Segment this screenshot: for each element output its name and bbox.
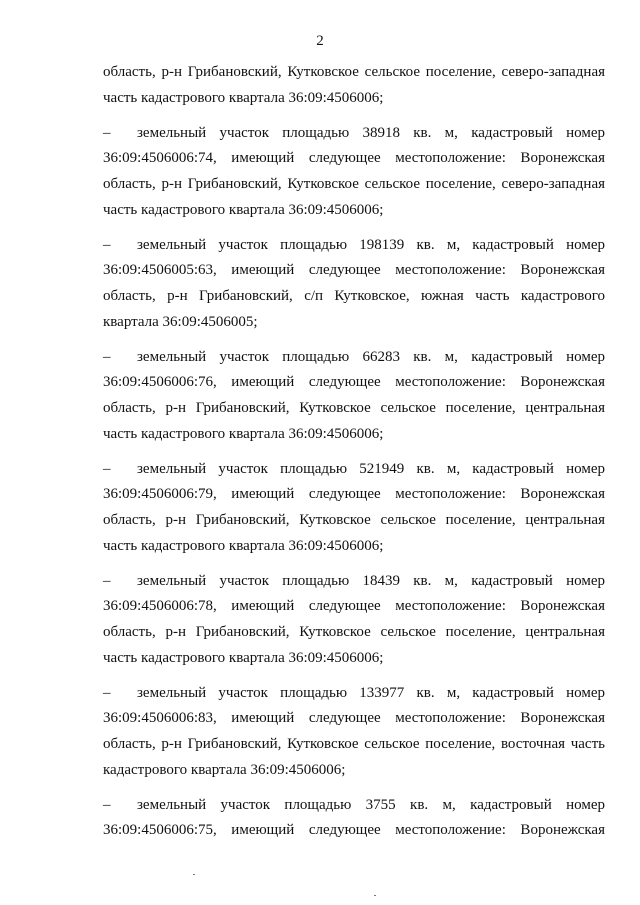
list-dash: – bbox=[103, 572, 111, 589]
line-text: земельный участок площадью 38918 кв. м, кадастровый номер bbox=[137, 124, 605, 141]
line-text: земельный участок площадью 198139 кв. м, кадастровый номер bbox=[137, 236, 605, 253]
scan-speck bbox=[193, 874, 195, 875]
text-line: область, р-н Грибановский, Кутковское сельское поселение, центральная bbox=[103, 512, 605, 528]
text-line: 36:09:4506006:74, имеющий следующее местоположение: Воронежская bbox=[103, 150, 605, 167]
line-text: земельный участок площадью 3755 кв. м, кадастровый номер bbox=[137, 796, 605, 813]
scan-speck bbox=[374, 895, 376, 896]
text-line: 36:09:4506006:76, имеющий следующее местоположение: Воронежская bbox=[103, 374, 605, 391]
paragraph bbox=[103, 569, 605, 672]
text-line: 36:09:4506005:63, имеющий следующее местоположение: Воронежская bbox=[103, 262, 605, 279]
text-line bbox=[103, 793, 605, 819]
list-dash: – bbox=[103, 348, 111, 365]
list-dash: – bbox=[103, 460, 111, 477]
list-dash: – bbox=[103, 236, 111, 253]
text-line: 36:09:4506006:83, имеющий следующее местоположение: Воронежская bbox=[103, 710, 605, 727]
text-line: часть кадастрового квартала 36:09:4506006; bbox=[103, 537, 384, 554]
paragraph bbox=[103, 345, 605, 448]
text-line: 36:09:4506006:75, имеющий следующее местоположение: Воронежская bbox=[103, 822, 605, 839]
line-text: земельный участок площадью 18439 кв. м, кадастровый номер bbox=[137, 572, 605, 589]
text-line: кадастрового квартала 36:09:4506006; bbox=[103, 761, 346, 778]
text-line: 36:09:4506006:79, имеющий следующее местоположение: Воронежская bbox=[103, 486, 605, 503]
text-line bbox=[103, 233, 605, 259]
paragraph bbox=[103, 793, 605, 845]
text-line: часть кадастрового квартала 36:09:4506006; bbox=[103, 425, 384, 442]
text-line: часть кадастрового квартала 36:09:4506006; bbox=[103, 649, 384, 666]
paragraph bbox=[103, 233, 605, 336]
text-line: область, р-н Грибановский, Кутковское сельское поселение, северо-западная bbox=[103, 64, 605, 80]
text-line: область, р-н Грибановский, с/п Кутковское, южная часть кадастрового bbox=[103, 288, 605, 304]
list-dash: – bbox=[103, 124, 111, 141]
document-body bbox=[103, 60, 605, 844]
paragraph bbox=[103, 121, 605, 224]
text-line: область, р-н Грибановский, Кутковское сельское поселение, центральная bbox=[103, 400, 605, 416]
text-line bbox=[103, 569, 605, 595]
text-line bbox=[103, 681, 605, 707]
line-text: земельный участок площадью 521949 кв. м, кадастровый номер bbox=[137, 460, 605, 477]
text-line bbox=[103, 457, 605, 483]
paragraph bbox=[103, 457, 605, 560]
text-line: часть кадастрового квартала 36:09:4506006; bbox=[103, 201, 384, 218]
text-line: область, р-н Грибановский, Кутковское сельское поселение, центральная bbox=[103, 624, 605, 640]
page-number: 2 bbox=[316, 33, 324, 49]
text-line: квартала 36:09:4506005; bbox=[103, 313, 258, 330]
text-line bbox=[103, 121, 605, 147]
text-line: область, р-н Грибановский, Кутковское сельское поселение, северо-западная bbox=[103, 176, 605, 192]
list-dash: – bbox=[103, 796, 111, 813]
line-text: земельный участок площадью 133977 кв. м, кадастровый номер bbox=[137, 684, 605, 701]
text-line: область, р-н Грибановский, Кутковское сельское поселение, восточная часть bbox=[103, 736, 605, 752]
text-line: 36:09:4506006:78, имеющий следующее местоположение: Воронежская bbox=[103, 598, 605, 615]
paragraph bbox=[103, 681, 605, 784]
paragraph bbox=[103, 60, 605, 112]
list-dash: – bbox=[103, 684, 111, 701]
text-line bbox=[103, 345, 605, 371]
line-text: земельный участок площадью 66283 кв. м, кадастровый номер bbox=[137, 348, 605, 365]
text-line: часть кадастрового квартала 36:09:4506006; bbox=[103, 89, 384, 106]
